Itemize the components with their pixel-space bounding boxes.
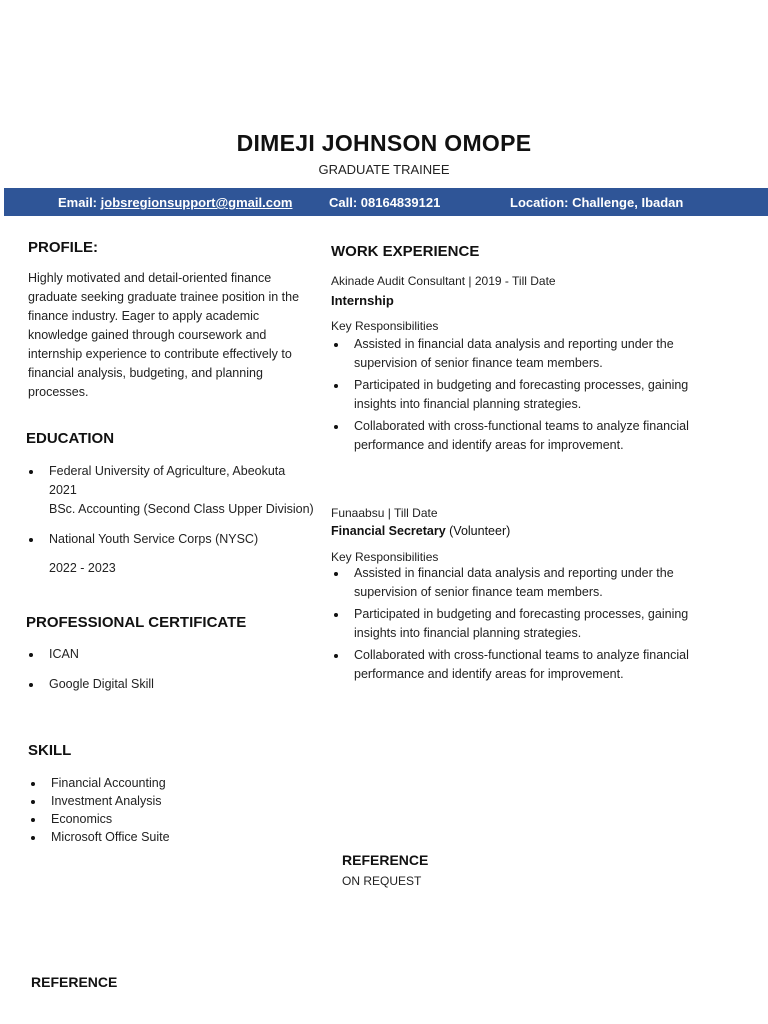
job-entry: [331, 274, 701, 455]
education-year: 2022 - 2023: [49, 561, 116, 575]
job-company: Funaabsu | Till Date: [331, 506, 438, 520]
education-item: [26, 462, 316, 519]
responsibility-item: Participated in budgeting and forecasting processes, gaining insights into financial planning strategies.: [331, 605, 701, 643]
skill-item: Investment Analysis: [28, 792, 318, 810]
work-heading: WORK EXPERIENCE: [331, 243, 480, 260]
skill-heading: SKILL: [28, 742, 72, 759]
responsibility-item: Participated in budgeting and forecasting processes, gaining insights into financial planning strategies.: [331, 376, 701, 414]
reference-footer-heading: REFERENCE: [31, 974, 118, 990]
profile-text: Highly motivated and detail-oriented finance graduate seeking graduate trainee position in the finance industry. Eager to apply academic knowledge gained through coursework and internship experience to contribute effectively to financial analysis, budgeting, and planning processes.: [28, 271, 300, 399]
education-item: [26, 530, 316, 578]
contact-bar: [4, 188, 768, 216]
skill-item: Financial Accounting: [28, 774, 318, 792]
phone-contact: Call: 08164839121: [329, 195, 441, 210]
education-year: 2021: [49, 483, 77, 497]
job-role-suffix: (Volunteer): [445, 524, 511, 538]
education-institution: Federal University of Agriculture, Abeokuta: [49, 464, 286, 478]
responsibility-item: Collaborated with cross-functional teams to analyze financial performance and identify areas for improvement.: [331, 646, 701, 684]
certificate-heading: PROFESSIONAL CERTIFICATE: [26, 614, 247, 631]
skill-item: Microsoft Office Suite: [28, 828, 318, 846]
candidate-name: DIMEJI JOHNSON OMOPE: [236, 130, 532, 156]
certificate-list: [26, 645, 316, 694]
responsibility-item: Collaborated with cross-functional teams to analyze financial performance and identify areas for improvement.: [331, 417, 701, 455]
job-responsibilities: [331, 335, 701, 455]
responsibility-item: Assisted in financial data analysis and reporting under the supervision of senior finance team members.: [331, 564, 701, 602]
email-label: Email:: [58, 195, 98, 210]
skill-item: Economics: [28, 810, 318, 828]
job-entry: [331, 506, 701, 684]
job-role: Financial Secretary: [331, 524, 446, 538]
education-institution: National Youth Service Corps (NYSC): [49, 532, 259, 546]
job-responsibilities-label: Key Responsibilities: [331, 550, 439, 564]
certificate-item: Google Digital Skill: [26, 675, 316, 694]
job-responsibilities-label: Key Responsibilities: [331, 319, 439, 333]
education-heading: EDUCATION: [26, 430, 115, 447]
responsibility-item: Assisted in financial data analysis and reporting under the supervision of senior finance team members.: [331, 335, 701, 373]
education-list: [26, 462, 316, 578]
job-role: Internship: [331, 293, 394, 308]
reference-text: ON REQUEST: [342, 874, 422, 888]
certificate-item: ICAN: [26, 645, 316, 664]
email-contact: [58, 195, 292, 210]
email-link[interactable]: jobsregionsupport@gmail.com: [100, 195, 293, 210]
skill-list: [28, 774, 318, 846]
profile-heading: PROFILE:: [28, 239, 98, 256]
job-role-line: [331, 524, 701, 538]
job-title: GRADUATE TRAINEE: [318, 162, 450, 177]
job-company: Akinade Audit Consultant | 2019 - Till Date: [331, 274, 556, 288]
job-responsibilities: [331, 564, 701, 684]
education-degree: BSc. Accounting (Second Class Upper Division): [49, 502, 314, 516]
reference-heading: REFERENCE: [342, 852, 429, 868]
location-contact: Location: Challenge, Ibadan: [510, 195, 684, 210]
